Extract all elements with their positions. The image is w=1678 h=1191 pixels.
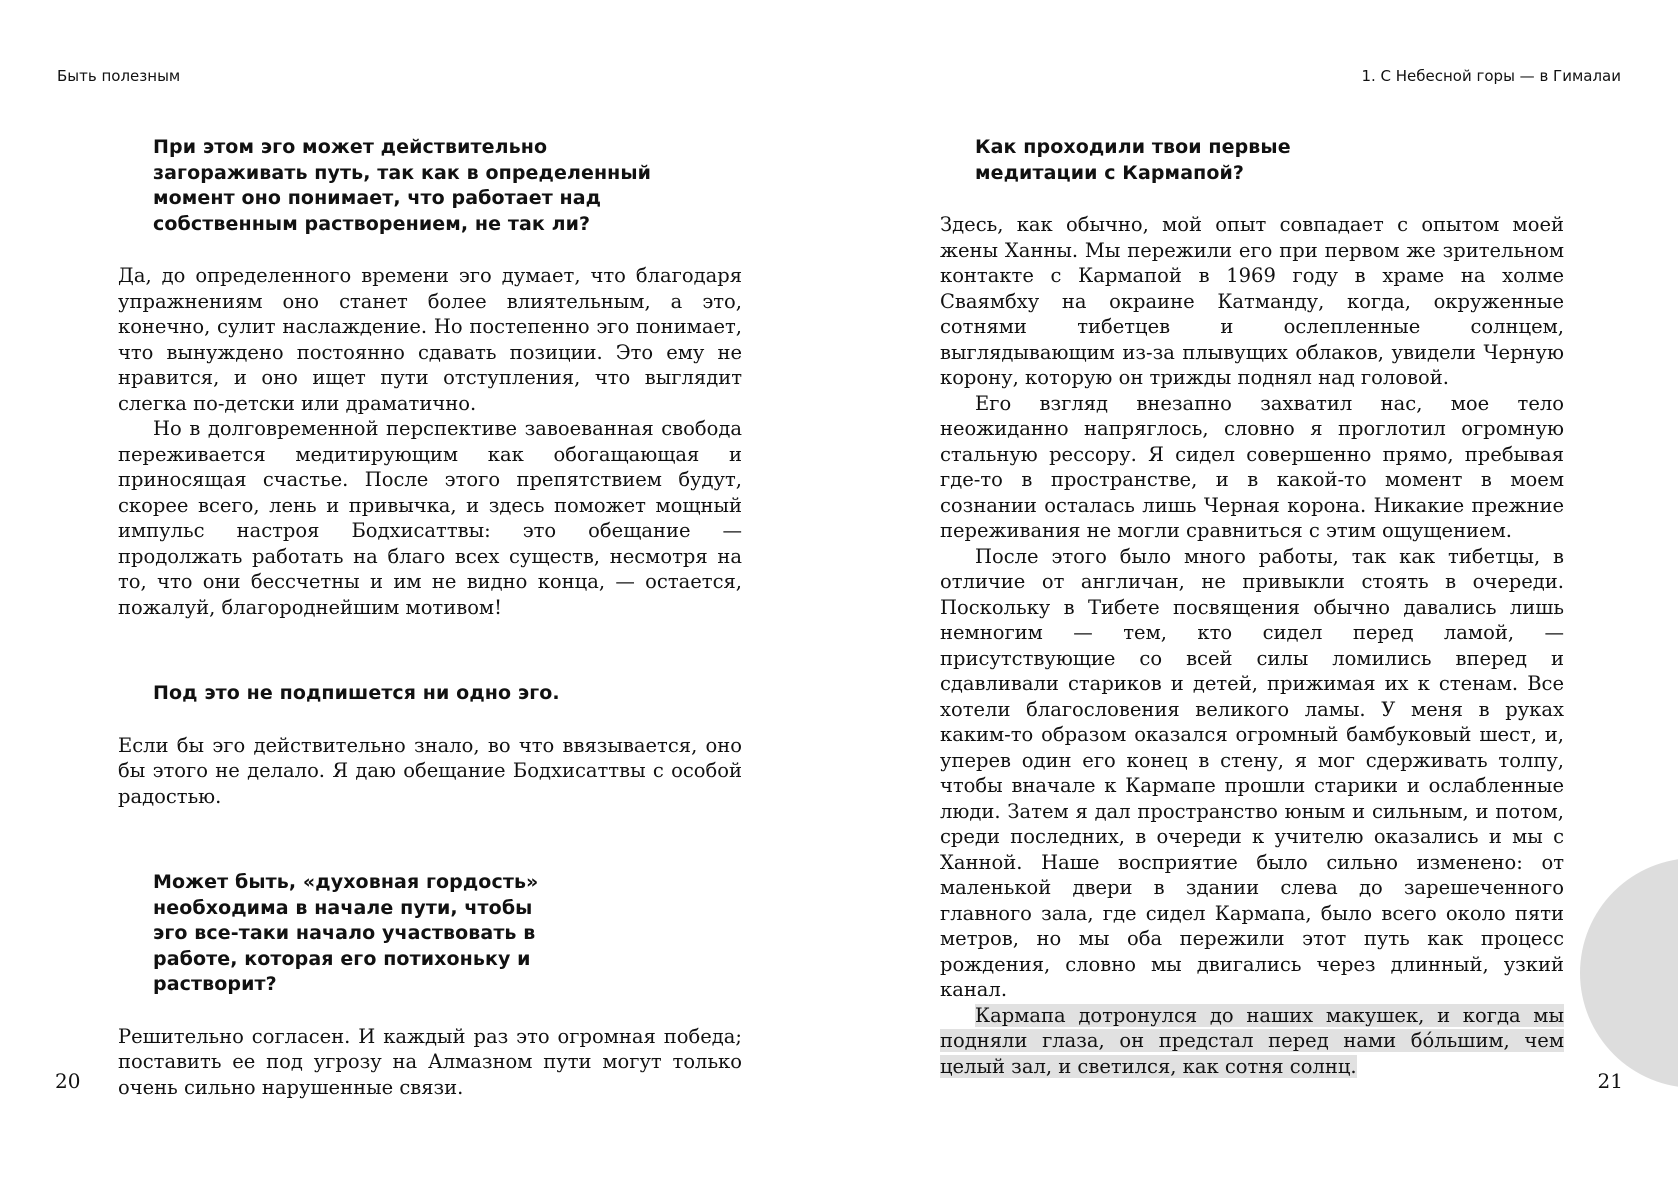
question-3: Может быть, «духовная гордость» необходима в начале пути, чтобы эго все-таки начало участвовать в работе, которая его потихоньку и растворит? [153,871,539,995]
answer-2-paragraph-1: Если бы эго действительно знало, во что ввязывается, оно бы этого не делало. Я даю обещание Бодхисаттвы с особой радостью. [118,733,742,808]
running-head-right: 1. С Небесной горы — в Гималаи [1361,67,1621,85]
running-head-left: Быть полезным [57,67,181,85]
answer-1-paragraph-2: Но в долговременной перспективе завоеванная свобода переживается медитирующим как обогащающая и приносящая счастье. После этого препятствием будут, скорее всего, лень и привычка, и здесь поможет мощный импульс настроя Бодхисаттвы: это обещание — продолжать работать на благо всех существ, несмотря на то, что они бессчетны и им не видно конца, — остается, пожалуй, благороднейшим мотивом! [118,417,742,619]
left-text-block [118,135,742,1100]
answer-1-paragraph-1: Здесь, как обычно, мой опыт совпадает с опытом моей жены Ханны. Мы пережили его при первом же зрительном контакте с Кармапой в 1969 году в храме на холме Сваямбху на окраине Катманду, когда, окруженные сотнями тибетцев и ослепленные солнцем, выглядывающим из-за плывущих облаков, увидели Черную корону, которую он трижды поднял над головой. [940,213,1564,389]
answer-3-paragraph-1: Решительно согласен. И каждый раз это огромная победа; поставить ее под угрозу на Алмазном пути могут только очень сильно нарушенные связи. [118,1024,742,1099]
answer-1-paragraph-4 [940,1003,1564,1080]
question-1: При этом эго может действительно загораживать путь, так как в определенный момент оно понимает, что работает над собственным растворением, не так ли? [153,136,652,235]
page-number-right: 21 [1597,1069,1623,1093]
right-text-block [940,135,1564,1079]
answer-1-paragraph-3: После этого было много работы, так как тибетцы, в отличие от англичан, не привыкли стоять в очереди. Поскольку в Тибете посвящения обычно давались лишь немногим — тем, кто сидел перед ламой, — присутствующие со всей силы ломились вперед и сдавливали стариков и детей, прижимая их к стенам. Все хотели благословения великого ламы. У меня в руках каким-то образом оказался огромный бамбуковый шест, и, уперев один его конец в стену, я мог сдерживать толпу, чтобы вначале к Кармапе прошли старики и ослабленные люди. Затем я дал пространство юным и сильным, и потом, среди последних, в очереди к учителю оказались и мы с Ханной. Наше восприятие было сильно изменено: от маленькой двери в здании слева до зарешеченного главного зала, где сидел Кармапа, было всего около пяти метров, но мы оба пережили этот путь как процесс рождения, словно мы двигались через длинный, узкий канал. [940,544,1564,1001]
highlighted-text: Кармапа дотронулся до наших макушек, и когда мы подняли глаза, он предстал перед нами бо́льшим, чем целый зал, и светился, как сотня солнц. [940,1003,1564,1078]
answer-1-paragraph-2: Его взгляд внезапно захватил нас, мое тело неожиданно напряглось, словно я проглотил огромную стальную рессору. Я сидел совершенно прямо, пребывая где-то в пространстве, и в какой-то момент в моем сознании осталась лишь Черная корона. Никакие прежние переживания не могли сравниться с этим ощущением. [940,391,1564,542]
right-page [839,0,1678,1191]
answer-1-paragraph-1: Да, до определенного времени эго думает, что благодаря упражнениям оно станет более влиятельным, а это, конечно, сулит наслаждение. Но постепенно эго понимает, что вынуждено постоянно сдавать позиции. Это ему не нравится, и оно ищет пути отступления, что выглядит слегка по-детски или драматично. [118,264,742,415]
question-1: Как проходили твои первые медитации с Кармапой? [975,136,1291,184]
page-number-left: 20 [55,1069,81,1093]
question-2: Под это не подпишется ни одно эго. [153,682,560,704]
